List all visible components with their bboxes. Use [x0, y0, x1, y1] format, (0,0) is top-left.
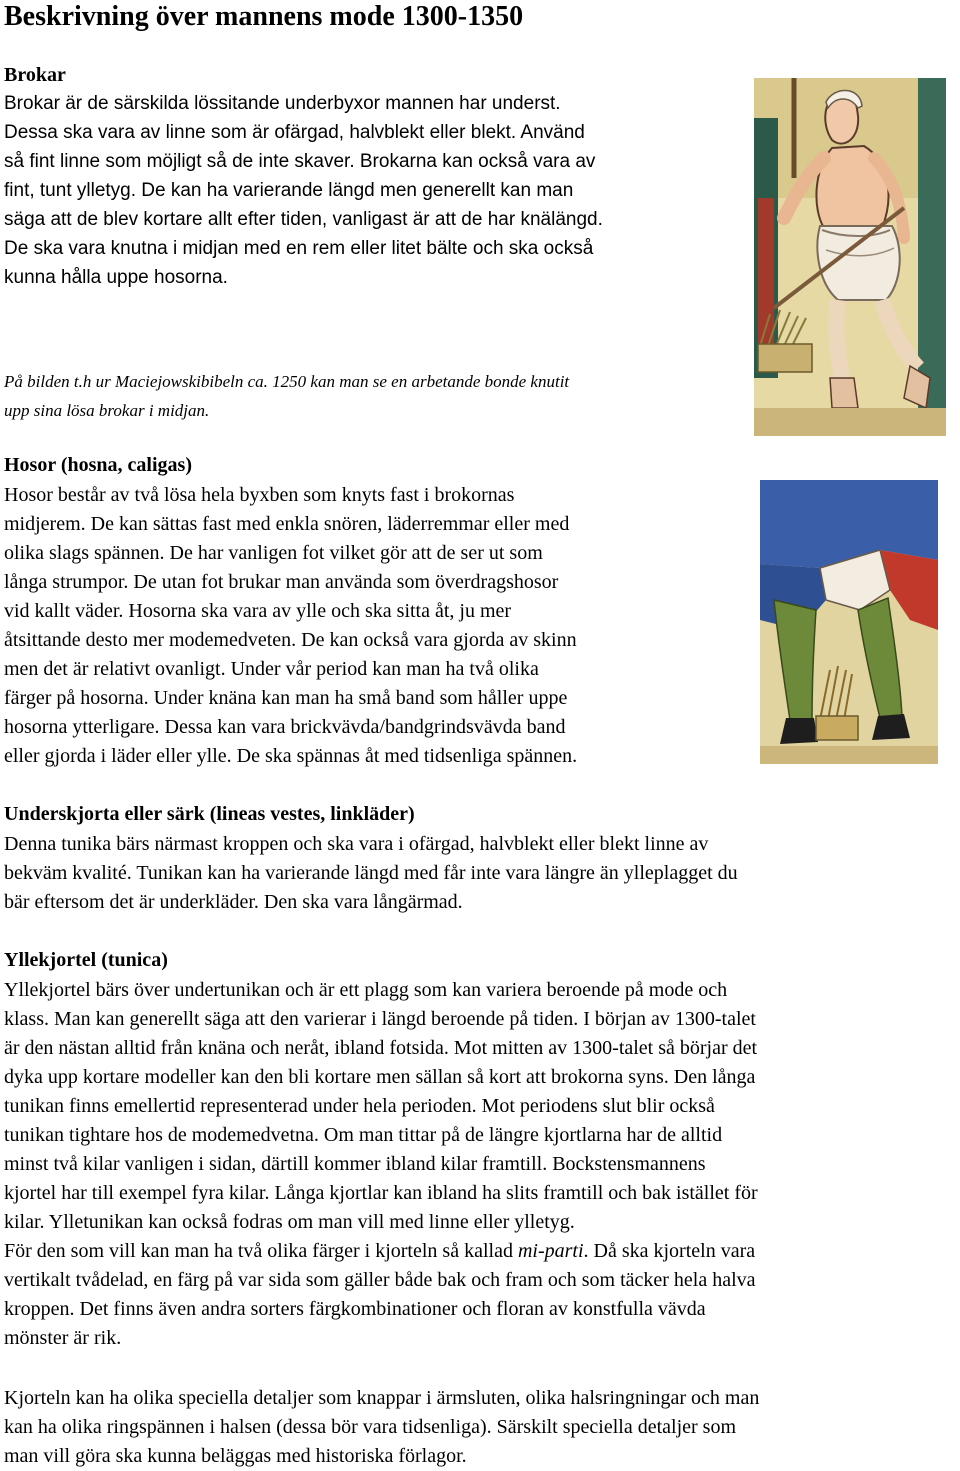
text-line: vid kallt väder. Hosorna ska vara av ylle och ska sitta åt, ju mer: [4, 600, 512, 622]
text-line: man vill göra ska kunna beläggas med historiska förlagor.: [4, 1445, 467, 1467]
text-line: kunna hålla uppe hosorna.: [4, 267, 228, 288]
section-heading-underskjorta: Underskjorta eller särk (lineas vestes, linkläder): [4, 803, 415, 825]
yllekjortel-details-paragraph: [4, 1384, 759, 1471]
miparti-text-before: För den som vill kan man ha två olika färger i kjorteln så kallad: [4, 1240, 518, 1262]
underskjorta-paragraph: [4, 830, 738, 917]
text-line: dyka upp kortare modeller kan den bli kortare men sällan så kort att brokorna syns. Den långa: [4, 1066, 756, 1088]
caption-line: upp sina lösa brokar i midjan.: [4, 401, 210, 420]
text-line: De ska vara knutna i midjan med en rem eller litet bälte och ska också: [4, 238, 594, 259]
hosor-paragraph: [4, 481, 577, 771]
caption-line: På bilden t.h ur Maciejowskibibeln ca. 1250 kan man se en arbetande bonde knutit: [4, 372, 570, 391]
text-line: men det är relativt ovanligt. Under vår period kan man ha två olika: [4, 658, 539, 680]
text-line: tunikan finns emellertid representerad under hela perioden. Mot periodens slut blir också: [4, 1095, 715, 1117]
brokar-image-caption: [4, 367, 569, 425]
text-line: Dessa ska vara av linne som är ofärgad, halvblekt eller blekt. Använd: [4, 122, 585, 143]
text-line: hosorna ytterligare. Dessa kan vara brickvävda/bandgrindsvävda band: [4, 716, 566, 738]
text-line: Denna tunika bärs närmast kroppen och ska vara i ofärgad, halvblekt eller blekt linne av: [4, 833, 709, 855]
text-line: färger på hosorna. Under knäna kan man ha små band som håller uppe: [4, 687, 568, 709]
text-line: är den nästan alltid från knäna och neråt, ibland fotsida. Mot mitten av 1300-talet så börjar det: [4, 1037, 758, 1059]
text-line: Brokar är de särskilda lössitande underbyxor mannen har underst.: [4, 93, 561, 114]
text-line: mönster är rik.: [4, 1327, 122, 1349]
manuscript-illustration-hose: [760, 480, 938, 764]
text-line: tunikan tightare hos de modemedvetna. Om man tittar på de längre kjortlarna har de alltid: [4, 1124, 723, 1146]
miparti-term: mi-parti: [517, 1240, 584, 1262]
text-line: kan ha olika ringspännen i halsen (dessa bör vara tidsenliga). Särskilt speciella detaljer som: [4, 1416, 737, 1438]
text-line: fint, tunt ylletyg. De kan ha varierande längd men generellt kan man: [4, 180, 574, 201]
manuscript-illustration-peasant: [754, 78, 946, 436]
section-heading-brokar: Brokar: [4, 64, 66, 86]
text-line: kjortel har till exempel fyra kilar. Långa kjortlar kan ibland ha slits framtill och bak istället för: [4, 1182, 758, 1204]
text-line: åtsittande desto mer modemedveten. De kan också vara gjorda av skinn: [4, 629, 577, 651]
brokar-paragraph: [4, 89, 603, 292]
text-line: så fint linne som möjligt så de inte skaver. Brokarna kan också vara av: [4, 151, 596, 172]
text-line: vertikalt tvådelad, en färg på var sida som gäller både bak och fram och som täcker hela halva: [4, 1269, 756, 1291]
text-line: långa strumpor. De utan fot brukar man använda som överdragshosor: [4, 571, 559, 593]
text-line: Hosor består av två lösa hela byxben som knyts fast i brokornas: [4, 484, 515, 506]
text-line: eller gjorda i läder eller ylle. De ska spännas åt med tidsenliga spännen.: [4, 745, 578, 767]
text-line: bekväm kvalité. Tunikan kan ha varierande längd med får inte vara längre än ylleplagget du: [4, 862, 738, 884]
text-line: olika slags spännen. De har vanligen fot vilket gör att de ser ut som: [4, 542, 543, 564]
text-line: minst två kilar vanligen i sidan, därtill kommer ibland kilar framtill. Bockstensmannens: [4, 1153, 706, 1175]
text-line: Yllekjortel bärs över undertunikan och är ett plagg som kan variera beroende på mode och: [4, 979, 728, 1001]
text-line: Kjorteln kan ha olika speciella detaljer som knappar i ärmsluten, olika halsringningar och man: [4, 1387, 760, 1409]
text-line: kroppen. Det finns även andra sorters färgkombinationer och floran av konstfulla vävda: [4, 1298, 706, 1320]
page-title: Beskrivning över mannens mode 1300-1350: [4, 1, 524, 32]
text-line: [4, 1237, 758, 1266]
section-heading-hosor: Hosor (hosna, caligas): [4, 454, 192, 476]
text-line: midjerem. De kan sättas fast med enkla snören, läderremmar eller med: [4, 513, 570, 535]
text-line: kilar. Ylletunikan kan också fodras om man vill med linne eller ylletyg.: [4, 1211, 575, 1233]
miparti-text-after: . Då ska kjorteln vara: [583, 1240, 756, 1262]
section-heading-yllekjortel: Yllekjortel (tunica): [4, 949, 168, 971]
text-line: säga att de blev kortare allt efter tiden, vanligast är att de har knälängd.: [4, 209, 603, 230]
yllekjortel-paragraph: [4, 976, 758, 1353]
text-line: bär eftersom det är underkläder. Den ska vara långärmad.: [4, 891, 463, 913]
text-line: klass. Man kan generellt säga att den varierar i längd beroende på tiden. I början av 1300-talet: [4, 1008, 756, 1030]
